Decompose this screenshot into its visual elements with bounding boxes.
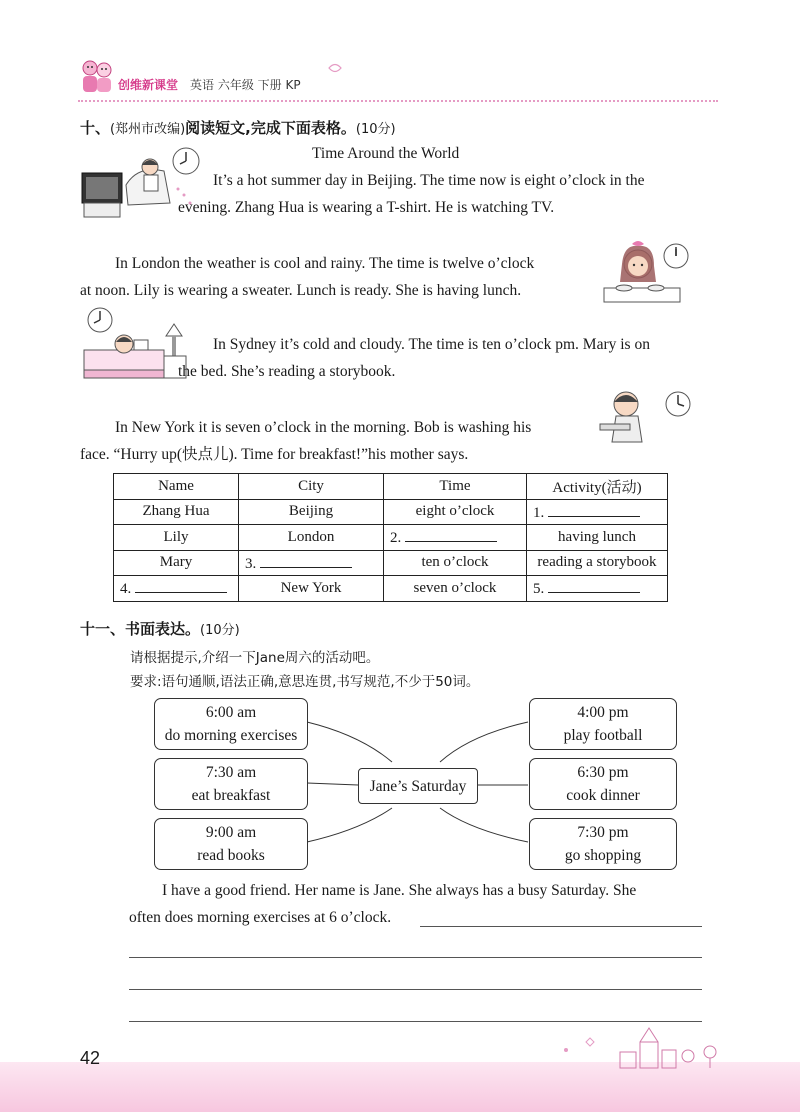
section-11-heading — [80, 618, 240, 639]
answer-blank-3[interactable] — [260, 553, 352, 568]
writing-prompt: 请根据提示,介绍一下Jane周六的活动吧。 — [130, 650, 380, 666]
table-cell: eight o’clock — [384, 499, 527, 525]
mind-map-left-box-3 — [154, 818, 308, 870]
page-number: 42 — [80, 1048, 101, 1068]
answer-cell-1[interactable] — [527, 499, 668, 525]
header-brand: 创维新课堂 — [118, 78, 179, 92]
girl-having-lunch-illustration — [598, 238, 698, 310]
writing-line[interactable] — [420, 926, 702, 927]
section-11-title: 十一、书面表达。 — [80, 620, 201, 638]
answer-cell-5[interactable] — [527, 576, 668, 602]
mind-map-activity: read books — [197, 847, 265, 864]
girl-reading-in-bed-illustration — [80, 306, 190, 384]
blank-number: 4. — [120, 581, 132, 598]
table-header-row — [114, 474, 668, 500]
blank-number: 1. — [533, 504, 545, 521]
answer-blank-5[interactable] — [548, 578, 640, 593]
paragraph-3-line-2: the bed. She’s reading a storybook. — [178, 363, 396, 380]
writing-line[interactable] — [129, 989, 702, 990]
mind-map-center — [358, 768, 478, 804]
answer-blank-4[interactable] — [135, 578, 227, 593]
table-cell: having lunch — [527, 525, 668, 551]
paragraph-4-line-2: face. “Hurry up(快点儿). Time for breakfast!”his mother says. — [80, 446, 469, 463]
paragraph-1-line-1: It’s a hot summer day in Beijing. The time now is eight o’clock in the — [213, 172, 645, 189]
table-cell: Beijing — [239, 499, 384, 525]
answer-cell-2[interactable] — [384, 525, 527, 551]
header-city: City — [239, 474, 384, 500]
writing-requirement: 要求:语句通顺,语法正确,意思连贯,书写规范,不少于50词。 — [130, 674, 480, 690]
footer-castle-decoration — [560, 1022, 730, 1072]
paragraph-1-line-2: evening. Zhang Hua is wearing a T-shirt. He is watching TV. — [178, 199, 555, 216]
section-10-score: (10分) — [355, 122, 396, 137]
section-11-score: (10分) — [200, 623, 240, 638]
mind-map-activity: cook dinner — [566, 787, 640, 804]
header-decoration-icon — [326, 60, 344, 76]
table-row — [114, 550, 668, 576]
passage-title: Time Around the World — [312, 145, 460, 162]
table-cell: Mary — [114, 550, 239, 576]
header-info: 英语 六年级 下册 KP — [190, 78, 301, 92]
mind-map-time: 7:30 am — [205, 764, 257, 781]
mind-map-activity: eat breakfast — [191, 787, 271, 804]
blank-number: 2. — [390, 530, 402, 547]
essay-line-1: I have a good friend. Her name is Jane. She always has a busy Saturday. She — [162, 882, 637, 899]
paragraph-3-line-1: In Sydney it’s cold and cloudy. The time is ten o’clock pm. Mary is on — [213, 336, 650, 353]
table-cell: New York — [239, 576, 384, 602]
mind-map-left-box-2 — [154, 758, 308, 810]
section-10-source-note: (郑州市改编) — [110, 122, 186, 137]
blank-number: 3. — [245, 555, 257, 572]
section-10-heading — [80, 117, 396, 138]
info-table — [113, 473, 668, 602]
essay-line-2: often does morning exercises at 6 o’clock. — [129, 909, 392, 926]
header-activity: Activity(活动) — [527, 474, 668, 500]
table-cell: reading a storybook — [527, 550, 668, 576]
mind-map-left-box-1 — [154, 698, 308, 750]
answer-cell-4[interactable] — [114, 576, 239, 602]
mind-map-time: 6:00 am — [205, 704, 257, 721]
mind-map-right-box-3 — [529, 818, 677, 870]
mind-map-center-label: Jane’s Saturday — [369, 777, 467, 795]
header-cartoon-kids-illustration — [78, 58, 116, 98]
mind-map-activity: play football — [563, 727, 643, 744]
paragraph-4-line-1: In New York it is seven o’clock in the morning. Bob is washing his — [115, 419, 532, 436]
header-name: Name — [114, 474, 239, 500]
paragraph-2-line-2: at noon. Lily is wearing a sweater. Lunch is ready. She is having lunch. — [80, 282, 522, 299]
mind-map-activity: go shopping — [564, 847, 642, 864]
mind-map-time: 9:00 am — [205, 824, 257, 841]
table-cell: London — [239, 525, 384, 551]
table-row — [114, 525, 668, 551]
mind-map-right-box-2 — [529, 758, 677, 810]
mind-map-time: 6:30 pm — [577, 764, 629, 781]
header-time: Time — [384, 474, 527, 500]
blank-number: 5. — [533, 581, 545, 598]
table-cell: ten o’clock — [384, 550, 527, 576]
table-cell: Zhang Hua — [114, 499, 239, 525]
table-cell: Lily — [114, 525, 239, 551]
mind-map-time: 7:30 pm — [577, 824, 629, 841]
answer-cell-3[interactable] — [239, 550, 384, 576]
header-divider — [78, 100, 718, 102]
table-row — [114, 499, 668, 525]
table-cell: seven o’clock — [384, 576, 527, 602]
mind-map-right-box-1 — [529, 698, 677, 750]
paragraph-2-line-1: In London the weather is cool and rainy. The time is twelve o’clock — [115, 255, 535, 272]
section-10-instruction: 阅读短文,完成下面表格。 — [185, 119, 356, 137]
section-10-number: 十、 — [80, 119, 111, 137]
answer-blank-1[interactable] — [548, 502, 640, 517]
mind-map-activity: do morning exercises — [164, 727, 298, 744]
table-row — [114, 576, 668, 602]
writing-line[interactable] — [129, 957, 702, 958]
boy-washing-face-illustration — [598, 386, 698, 444]
answer-blank-2[interactable] — [405, 527, 497, 542]
mind-map-time: 4:00 pm — [577, 704, 629, 721]
